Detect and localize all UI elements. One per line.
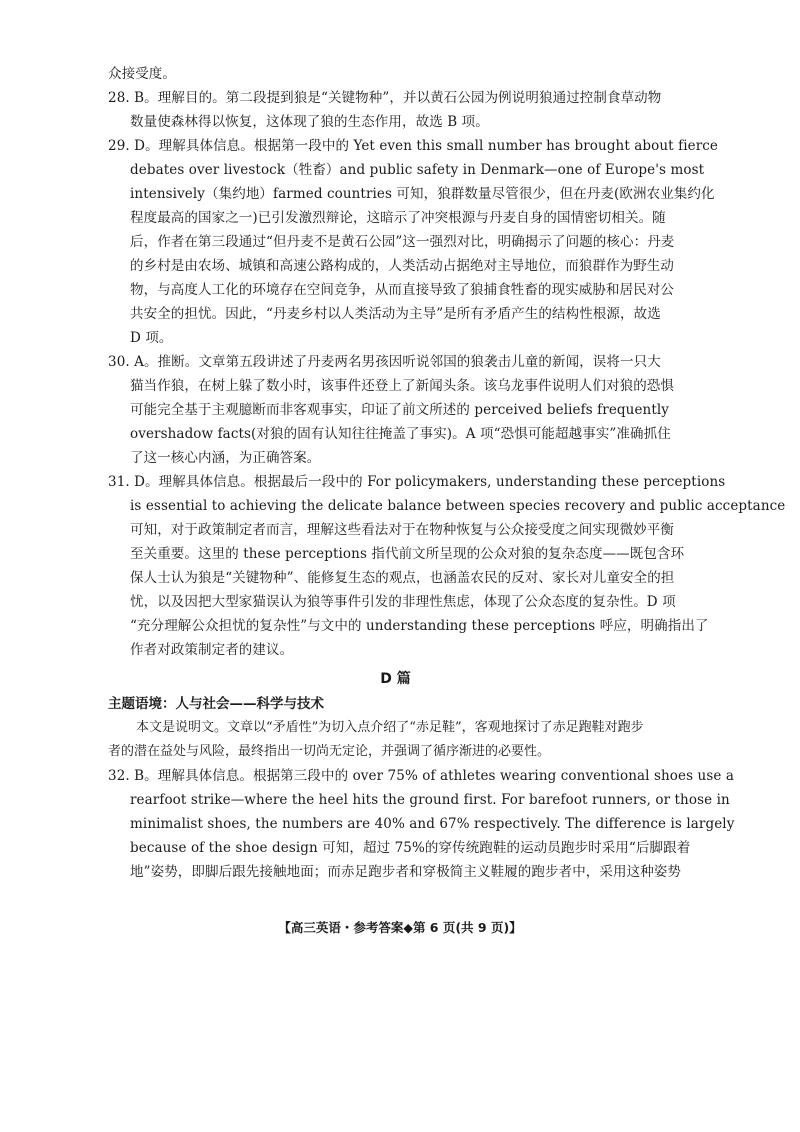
text-line: 众接受度。 [108,66,176,82]
text-line: 忧，以及因把大型家猫误认为狼等事件引发的非理性焦虑，体现了公众态度的复杂性。D 项 [130,594,676,610]
page-content [108,62,786,884]
text-line: overshadow facts(对狼的固有认知往往掩盖了事实)。A 项“恐惧可能超越事实”准确抓住 [130,426,671,442]
section-intro: 本文是说明文。文章以“矛盾性”为切入点介绍了“赤足鞋”，客观地探讨了赤足跑鞋对跑步 [136,720,644,735]
text-line: 的乡村是由农场、城镇和高速公路构成的，人类活动占据绝对主导地位，而狼群作为野生动 [130,258,674,274]
text-line: 猫当作狼，在树上躲了数小时，该事件还登上了新闻头条。该乌龙事件说明人们对狼的恐惧 [130,378,674,394]
text-line: “充分理解公众担忧的复杂性”与文中的 understanding these perceptions 呼应，明确指出了 [130,618,709,634]
answer-32 [108,764,735,884]
answer-31 [108,470,786,662]
text-line: 了这一核心内涵，为正确答案。 [130,450,321,466]
answer-30 [108,350,683,470]
text-line: rearfoot strike—where the heel hits the ground first. For barefoot runners, or those in [130,792,730,808]
text-line: 共安全的担忧。因此，“丹麦乡村以人类活动为主导”是所有矛盾产生的结构性根源，故选 [130,306,661,322]
text-line: intensively（集约地）farmed countries 可知，狼群数量尽管很少，但在丹麦(欧洲农业集约化 [130,186,715,202]
text-line: 地”姿势，即脚后跟先接触地面；而赤足跑步者和穿极简主义鞋履的跑步者中，采用这种姿势 [130,864,681,880]
answer-28 [108,86,683,134]
text-line: 作者对政策制定者的建议。 [130,642,294,658]
text-line: 保人士认为狼是“关键物种”、能修复生态的观点，也涵盖农民的反对、家长对儿童安全的担 [130,570,675,586]
section-theme: 主题语境：人与社会——科学与技术 [108,696,324,712]
text-line: 程度最高的国家之一)已引发激烈辩论，这暗示了冲突根源与丹麦自身的国情密切相关。随 [130,210,666,226]
text-line: debates over livestock（牲畜）and public safety in Denmark—one of Europe's most [130,162,705,178]
section-title: D 篇 [380,671,411,687]
text-line: D 项。 [130,330,173,346]
text-line: 29. D。理解具体信息。根据第一段中的 Yet even this small number has brought about fierce [108,138,719,154]
text-line: minimalist shoes, the numbers are 40% and 67% respectively. The difference is largely [130,816,735,832]
text-line: is essential to achieving the delicate balance between species recovery and public acceptance [130,498,786,514]
text-line: because of the shoe design 可知，超过 75%的穿传统跑鞋的运动员跑步时采用“后脚跟着 [130,840,691,856]
text-line: 可能完全基于主观臆断而非客观事实，印证了前文所述的 perceived beliefs frequently [130,402,669,418]
text-line: 32. B。理解具体信息。根据第三段中的 over 75% of athletes wearing conventional shoes use a [108,768,734,784]
text-line: 31. D。理解具体信息。根据最后一段中的 For policymakers, understanding these perceptions [108,474,726,490]
text-line: 后，作者在第三段通过“但丹麦不是黄石公园”这一强烈对比，明确揭示了问题的核心：丹麦 [130,234,675,250]
page-footer: 【高三英语・参考答案◆第 6 页(共 9 页)】 [278,920,522,935]
text-line: 可知，对于政策制定者而言，理解这些看法对于在物种恢复与公众接受度之间实现微妙平衡 [130,522,674,538]
text-line: 至关重要。这里的 these perceptions 指代前文所呈现的公众对狼的复杂态度——既包含环 [130,546,685,562]
text-line: 物，与高度人工化的环境存在空间竞争，从而直接导致了狼捕食牲畜的现实威胁和居民对公 [130,282,674,298]
text-line: 30. A。推断。文章第五段讲述了丹麦两名男孩因听说邻国的狼袭击儿童的新闻，误将一只大 [108,354,661,370]
answer-29 [108,134,719,350]
text-line: 28. B。理解目的。第二段提到狼是“关键物种”，并以黄石公园为例说明狼通过控制食草动物 [108,90,662,106]
text-line: 数量使森林得以恢复，这体现了狼的生态作用，故选 B 项。 [130,114,489,130]
section-intro: 者的潜在益处与风险，最终指出一切尚无定论，并强调了循序渐进的必要性。 [108,744,551,759]
